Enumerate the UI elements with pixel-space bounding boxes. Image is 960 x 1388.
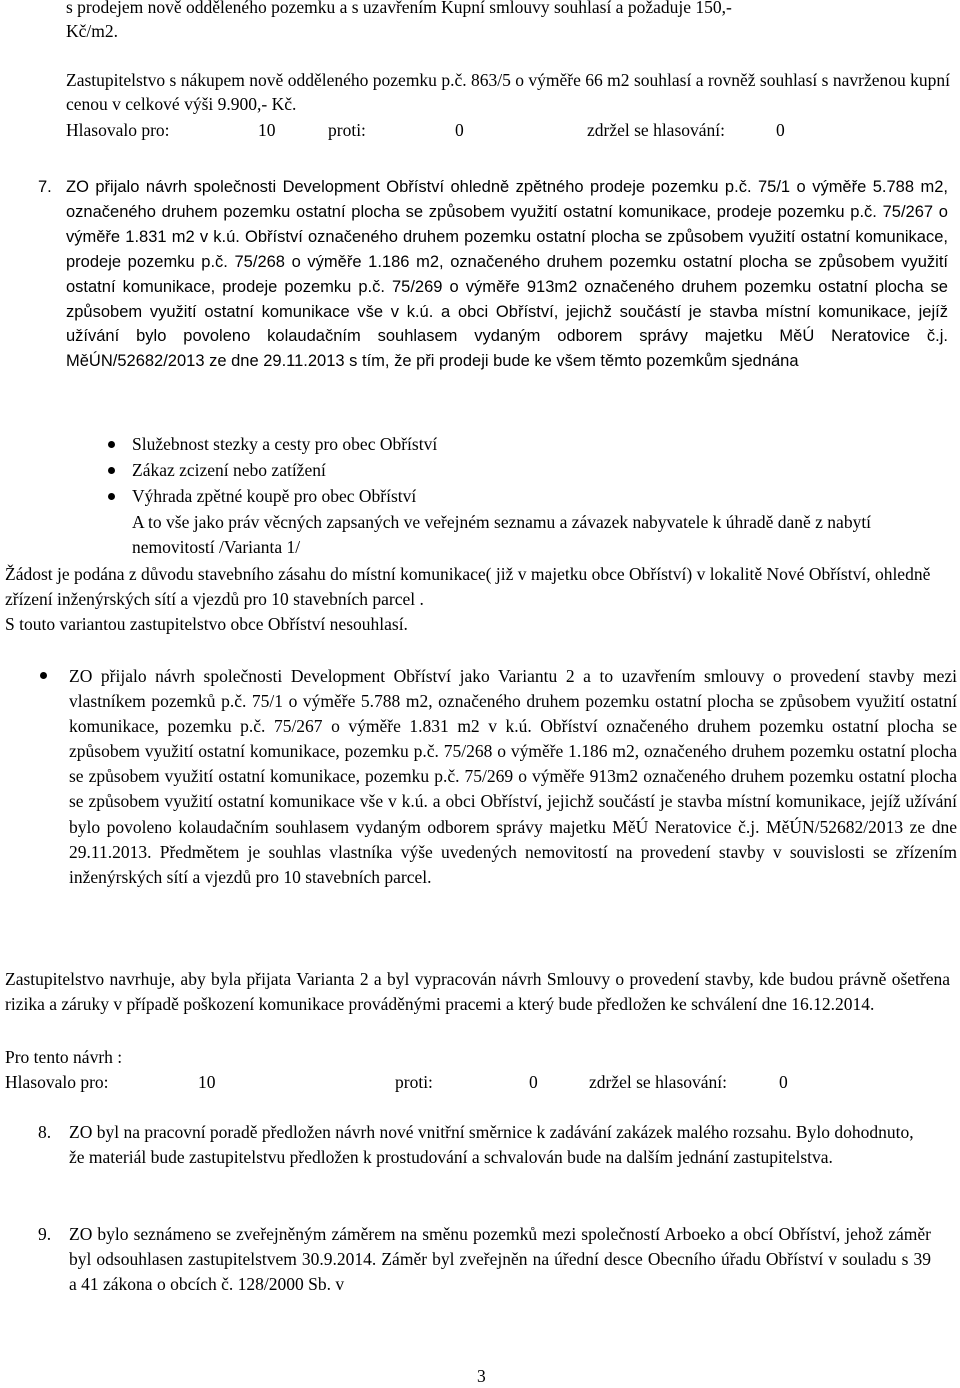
vote-proti-value: 0 <box>455 120 464 140</box>
item-8-number: 8. <box>38 1122 52 1142</box>
vote-pro-value: 10 <box>258 120 276 140</box>
proposal-vote-intro: Pro tento návrh : <box>5 1047 123 1067</box>
intro-line-2: Kč/m2. <box>66 21 119 41</box>
variant-2-paragraph: ZO přijalo návrh společnosti Development Obříství jako Variantu 2 a to uzavřením smlouvy o provedení stavby mezi vlastníkem pozemků p.č. 75/1 o výměře 5.788 m2, označeného druhem pozemku ostatní plocha se způsobem využití ostatní komunikace, pozemku p.č. 75/267 o výměře 1.831 m2 v k.ú. Obříství označeného druhem pozemku ostatní plocha se způsobem využití ostatní komunikace, pozemku p.č. 75/268 o výměře 1.186 m2, označeného druhem pozemku ostatní plocha se způsobem využití ostatní komunikace, pozemku p.č. 75/269 o výměře 913m2 označeného druhem pozemku ostatní plocha se způsobem využití ostatní komunikace vše v k.ú. a obci Obříství, jejichž součástí je stavba místní komunikace, jejíž užívání bylo povoleno kolaudačním souhlasem vydaným odborem správy majetku MěÚ Neratovice č.j. MěÚN/52682/2013 ze dne 29.11.2013. Předmětem je souhlas vlastníka výše uvedených nemovitostí na provedení stavby v souvislosti se zřízením inženýrských sítí a vjezdů pro 10 stavebních parcel. <box>69 666 957 887</box>
item-7-number: 7. <box>38 178 52 196</box>
rejection-line: S touto variantou zastupitelstvo obce Obříství nesouhlasí. <box>5 614 408 634</box>
vote-zdrzel-value: 0 <box>776 120 785 140</box>
vote-proti-label: proti: <box>328 120 366 140</box>
bullet-dot-icon <box>108 441 115 448</box>
bullet-text: Výhrada zpětné koupě pro obec Obříství <box>132 486 417 506</box>
vote-row-1 <box>66 118 946 142</box>
purchase-paragraph: Zastupitelstvo s nákupem nově odděleného pozemku p.č. 863/5 o výměře 66 m2 souhlasí a rovněž souhlasí s navrženou kupní cenou v celkové výši 9.900,- Kč. <box>66 70 950 114</box>
vote-proti-value: 0 <box>529 1072 538 1092</box>
bullet-item <box>106 458 906 482</box>
page-number: 3 <box>477 1366 486 1386</box>
variant-1-note: A to vše jako práv věcných zapsaných ve veřejném seznamu a závazek nabyvatele k úhradě daně z nabytí nemovitostí /Varianta 1/ <box>132 512 872 557</box>
vote-label: Hlasovalo pro: <box>66 120 170 140</box>
bullet-dot-icon <box>40 672 47 679</box>
bullet-dot-icon <box>108 467 115 474</box>
vote-label: Hlasovalo pro: <box>5 1072 109 1092</box>
item-9-number: 9. <box>38 1224 52 1244</box>
bullet-item <box>106 484 906 508</box>
item-9-text: ZO bylo seznámeno se zveřejněným záměrem na směnu pozemků mezi společností Arboeko a obcí Obříství, jehož záměr byl odsouhlasen zastupitelstvem 30.9.2014. Záměr byl zveřejněn na úřední desce Obecního úřadu Obříství v souladu s 39 a 41 zákona o obcích č. 128/2000 Sb. v <box>69 1224 931 1294</box>
item-7-text: ZO přijalo návrh společnosti Development Obříství ohledně zpětného prodeje pozemku p.č. 75/1 o výměře 5.788 m2, označeného druhem pozemku ostatní plocha se způsobem využití ostatní komunikace, prodeje pozemku p.č. 75/267 o výměře 1.831 m2 v k.ú. Obříství označeného druhem pozemku ostatní plocha se způsobem využití ostatní komunikace, prodeje pozemku p.č. 75/268 o výměře 1.186 m2, označeného druhem pozemku ostatní plocha se způsobem využití ostatní komunikace, prodeje pozemku p.č. 75/269 o výměře 913m2 označeného druhem pozemku ostatní plocha se způsobem využití ostatní komunikace vše v k.ú. a obci Obříství, jejichž součástí je stavba místní komunikace, jejíž užívání bylo povoleno kolaudačním souhlasem vydaným odborem správy majetku MěÚ Neratovice č.j. MěÚN/52682/2013 ze dne 29.11.2013 s tím, že při prodeji bude ke všem těmto pozemkům sjednána <box>66 178 948 371</box>
vote-zdrzel-label: zdržel se hlasování: <box>587 120 726 140</box>
bullet-item <box>106 432 906 456</box>
vote-proti-label: proti: <box>395 1072 433 1092</box>
vote-pro-value: 10 <box>198 1072 216 1092</box>
request-paragraph: Žádost je podána z důvodu stavebního zásahu do místní komunikace( již v majetku obce Obříství) v lokalitě Nové Obříství, ohledně zřízení inženýrských sítí a vjezdů pro 10 stavebních parcel . <box>5 564 931 609</box>
bullet-text: Služebnost stezky a cesty pro obec Obříství <box>132 434 438 454</box>
intro-line: s prodejem nově odděleného pozemku a s uzavřením Kupní smlouvy souhlasí a požaduje 150,- <box>66 0 732 17</box>
vote-zdrzel-value: 0 <box>779 1072 788 1092</box>
vote-zdrzel-label: zdržel se hlasování: <box>589 1072 728 1092</box>
vote-row-2 <box>5 1070 905 1094</box>
bullet-text: Zákaz zcizení nebo zatížení <box>132 460 326 480</box>
proposal-paragraph: Zastupitelstvo navrhuje, aby byla přijata Varianta 2 a byl vypracován návrh Smlouvy o provedení stavby, kde budou právně ošetřena rizika a záruky v případě poškození komunikace prováděnými pracemi a který bude předložen ke schválení dne 16.12.2014. <box>5 969 950 1014</box>
bullet-dot-icon <box>108 493 115 500</box>
item-8-text: ZO byl na pracovní poradě předložen návrh nové vnitřní směrnice k zadávání zakázek malého rozsahu. Bylo dohodnuto, že materiál bude zastupitelstvu předložen k prostudování a schvalován bude na dalším jednání zastupitelstva. <box>69 1122 914 1167</box>
